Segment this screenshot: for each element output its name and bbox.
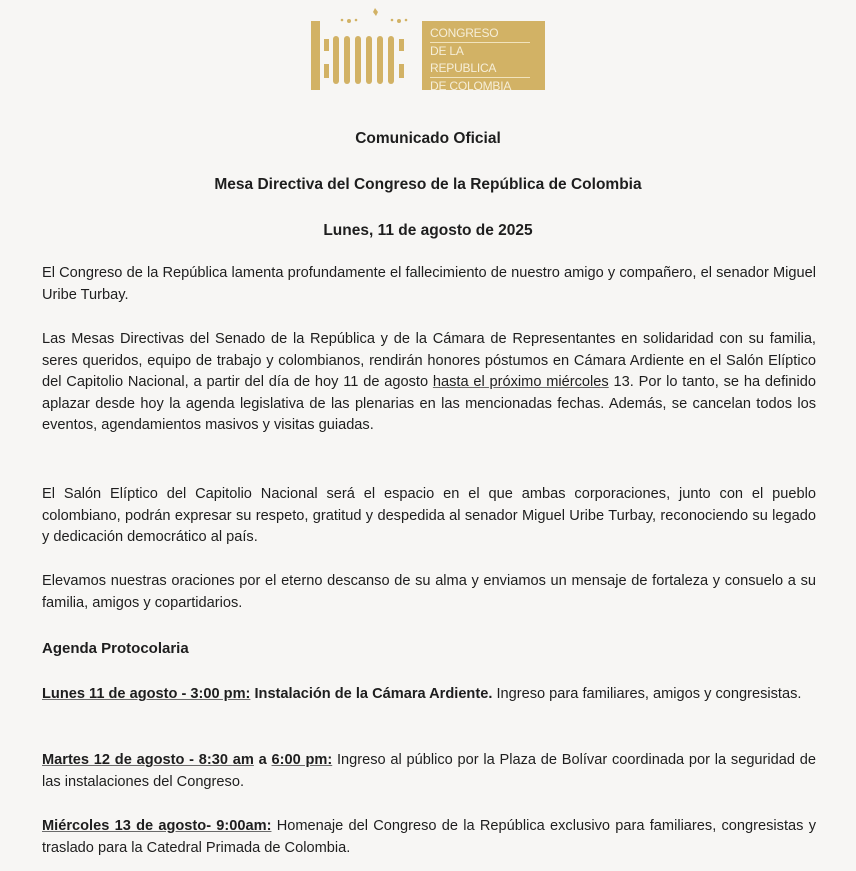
agenda-item-when: Martes 12 de agosto - 8:30 am [42, 752, 254, 768]
capitol-facade-icon [309, 6, 419, 90]
congress-logo [309, 6, 545, 93]
agenda-item-desc: Ingreso al público por la Plaza de Bolívar coordinada por la seguridad de las instalaciones del Congreso. [42, 752, 816, 790]
agenda-item-bold-desc: Instalación de la Cámara Ardiente. [250, 686, 493, 702]
paragraph-honors-part1: Las Mesas Directivas del Senado de la República y de la Cámara de Representantes en solidaridad con su familia, seres queridos, equipo de trabajo y colombianos, rendirán honores póstumos en Cámara Ardiente en el Salón Elíptico del Capitolio Nacional, a partir del día de hoy 11 de agosto [42, 331, 816, 390]
document-title: Comunicado Oficial [355, 130, 501, 147]
paragraph-condolence: El Congreso de la República lamenta profundamente el fallecimiento de nuestro amigo y compañero, el senador Miguel Uribe Turbay. [42, 265, 816, 303]
agenda-item-desc: Ingreso para familiares, amigos y congresistas. [492, 686, 802, 702]
paragraph-salon-eliptico: El Salón Elíptico del Capitolio Nacional será el espacio en el que ambas corporaciones, junto con el pueblo colombiano, podrán expresar su respeto, gratitud y despedida al senador Miguel Uribe Turbay, reconociendo su legado y dedicación democrático al país. [42, 486, 816, 545]
paragraph-prayers: Elevamos nuestras oraciones por el eterno descanso de su alma y enviamos un mensaje de fortaleza y consuelo a su familia, amigos y copartidarios. [42, 573, 816, 611]
logo-line: CONGRESO [430, 25, 530, 43]
logo-line: DE LA REPUBLICA [430, 43, 530, 78]
agenda-item-connector: a [253, 752, 272, 768]
agenda-item [42, 684, 816, 706]
agenda-title: Agenda Protocolaria [42, 640, 189, 657]
paragraph-honors-part2: 13. Por lo tanto, se ha definido aplazar desde hoy la agenda legislativa de las plenarias en las mencionadas fechas. Además, se cancelan todos los eventos, agendamientos masivos y visitas guiadas. [42, 374, 816, 433]
agenda-item-when-end: 6:00 pm: [271, 752, 333, 768]
document-date: Lunes, 11 de agosto de 2025 [323, 222, 533, 239]
logo-text-box [422, 21, 545, 93]
agenda-item-desc: Homenaje del Congreso de la República exclusivo para familiares, congresistas y traslado para la Catedral Primada de Colombia. [42, 818, 816, 856]
logo-line: DE COLOMBIA [430, 79, 512, 93]
paragraph-honors [42, 329, 816, 437]
document-subtitle: Mesa Directiva del Congreso de la República de Colombia [214, 176, 642, 193]
agenda-item-when: Lunes 11 de agosto - 3:00 pm: [42, 686, 251, 702]
agenda-item [42, 816, 816, 859]
agenda-item [42, 750, 816, 793]
underlined-date-range: hasta el próximo miércoles [432, 374, 609, 390]
agenda-item-when: Miércoles 13 de agosto- 9:00am: [42, 818, 272, 834]
